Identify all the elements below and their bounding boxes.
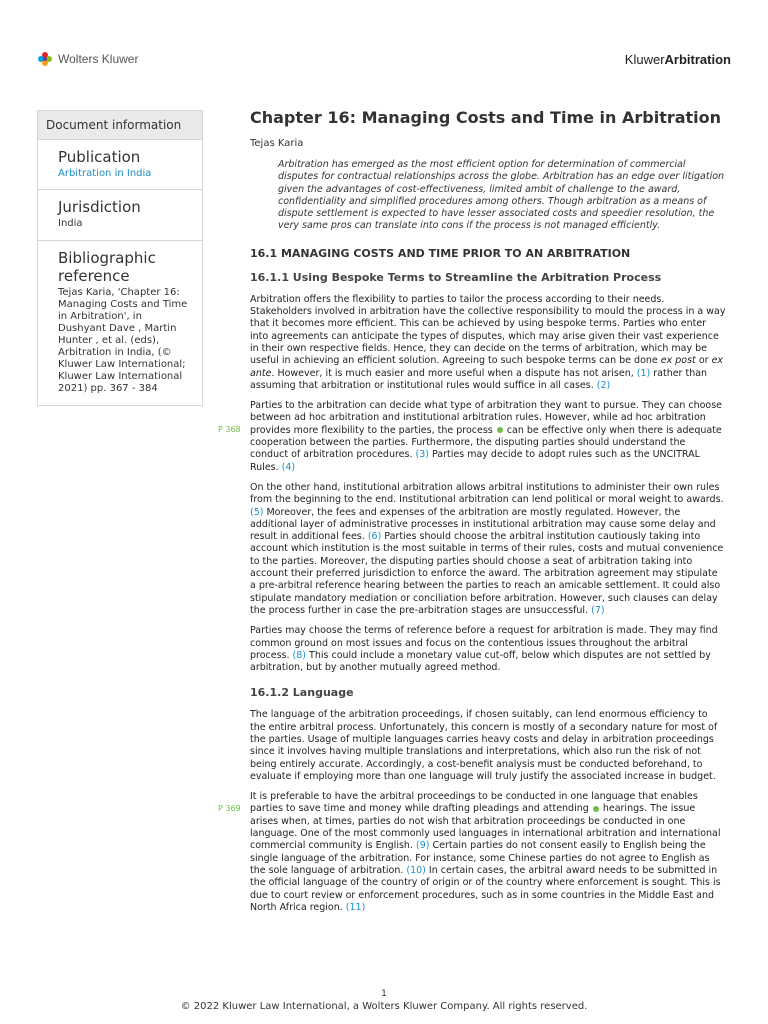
page-break-dot-icon <box>593 806 599 812</box>
italic-text: ex post <box>660 355 696 367</box>
chapter-content <box>218 108 726 922</box>
chapter-title: Chapter 16: Managing Costs and Time in Arbitration <box>250 108 722 127</box>
footnote-link[interactable]: (8) <box>292 649 307 661</box>
text-run: Certain parties do not consent easily to English being the single language of the arbitration. For instance, some Chinese parties do not agree to English as the sole language of arbitration. <box>250 840 710 876</box>
page-marker: P 369 <box>218 804 241 814</box>
text-run: In certain cases, the arbitral award needs to be submitted in the official language of the country of origin or of the country where enforcement is sought. This is due to court review or enforcement procedures, such as in some countries in the Middle East and North Africa region. <box>250 864 721 913</box>
text-run: or <box>695 355 712 367</box>
jurisdiction-section <box>38 190 202 241</box>
footnote-link[interactable]: (10) <box>406 864 426 876</box>
footnote-link[interactable]: (1) <box>636 367 651 379</box>
chapter-abstract: Arbitration has emerged as the most efficient option for determination of commercial disputes for contractual relationships across the globe. Arbitration has an edge over litigation given the advantages of cost-effectiveness, limited ambit of challenge to the award, confidentiality and simplified procedures among others. Though arbitration as a means of dispute settlement is expected to have lesser associated costs and speedier resolution, the very same pros can translate into cons if the process is not managed efficiently. <box>278 159 725 232</box>
footnote-link[interactable]: (5) <box>250 506 264 518</box>
footnote-link[interactable]: (2) <box>596 379 611 391</box>
subsection-heading-16-1-2: 16.1.2 Language <box>250 686 354 700</box>
footnote-link[interactable]: (9) <box>415 840 430 852</box>
text-run: Parties may decide to adopt rules such as the UNCITRAL Rules. <box>250 449 700 473</box>
footnote-link[interactable]: (6) <box>367 531 382 543</box>
publication-link[interactable]: Arbitration in India <box>58 168 152 179</box>
section-heading-16-1: 16.1 MANAGING COSTS AND TIME PRIOR TO AN ARBITRATION <box>250 246 631 260</box>
text-run: Parties may choose the terms of reference before a request for arbitration is made. They may find common ground on most issues and focus on the contentious issues throughout the arbitral process. <box>250 625 718 661</box>
text-run: Parties should choose the arbitral institution cautiously taking into account which institution is the most suitable in terms of their rules, costs and mutual convenience to the parties. Moreover, the disputing parties should choose a seat of arbitration taking into account their preferred jurisdiction to enforce the award. The arbitration agreement may stipulate a pre-arbitral reference hearing between the parties to reach an amicable settlement. It could also stipulate mandatory mediation or conciliation before arbitration. However, such clauses can delay the process further in case the pre-arbitration stages are unsuccessful. <box>250 531 724 616</box>
copyright-footer: © 2022 Kluwer Law International, a Wolters Kluwer Company. All rights reserved. <box>180 1001 588 1012</box>
kluwer-arbitration-brand[interactable] <box>625 52 731 67</box>
page-marker: P 368 <box>218 425 241 435</box>
bibliographic-section <box>38 241 202 405</box>
bibliographic-title: Bibliographic reference <box>58 249 156 285</box>
footnote-link[interactable]: (11) <box>345 901 366 913</box>
text-run: Arbitration offers the flexibility to parties to tailor the process according to their needs. Stakeholders involved in arbitration have the collective responsibility to mould the process in a way that it becomes more efficient. This can be achieved by using bespoke terms. Parties who enter into agreements can anticipate the types of disputes, which may arise given their vast experience in their own respective fields. Hence, they can decide on the terms of arbitration, which may be useful in achieving an efficient solution. Agreeing to such bespoke terms can be done <box>250 293 726 367</box>
chapter-author: Tejas Karia <box>250 138 304 149</box>
publication-title: Publication <box>58 148 141 166</box>
paragraph <box>250 294 726 392</box>
brand-prefix: Kluwer <box>624 52 665 67</box>
text-run: This could include a monetary value cut-off, below which disputes are not settled by arbitration, but by another mutually agreed method. <box>250 649 711 674</box>
footnote-link[interactable]: (3) <box>415 449 429 461</box>
text-run: It is preferable to have the arbitral proceedings to be conducted in one language that enables parties to save time and money while drafting pleadings and attending <box>250 791 698 815</box>
document-info-panel <box>37 110 203 406</box>
text-run: . However, it is much easier and more useful when a dispute has not arisen, <box>271 367 637 379</box>
wolters-kluwer-logo-icon <box>37 51 53 67</box>
bibliographic-value: Tejas Karia, 'Chapter 16: Managing Costs and Time in Arbitration', in Dushyant Dave , Martin Hunter , et al. (eds), Arbitration in India, (© Kluwer Law International; Kluwer Law International 2021) pp. 367 - 384 <box>58 287 188 394</box>
text-run: Moreover, the fees and expenses of the arbitration are mostly regulated. However, the additional layer of administrative processes in institutional arbitration may cause some delay and result in additional fees. <box>250 506 716 543</box>
paragraph <box>218 400 726 474</box>
subsection-heading-16-1-1: 16.1.1 Using Bespoke Terms to Streamline the Arbitration Process <box>250 270 662 284</box>
document-info-heading: Document information <box>38 111 202 140</box>
publication-section <box>38 140 202 190</box>
paragraph <box>250 625 726 674</box>
page-break-dot-icon <box>497 427 503 433</box>
jurisdiction-title: Jurisdiction <box>58 198 141 216</box>
text-run: Parties to the arbitration can decide what type of arbitration they want to pursue. They can choose between ad hoc arbitration and institutional arbitration rules. However, while ad hoc arbitration provides more flexibility to the parties, the process <box>250 400 723 436</box>
text-run: hearings. The issue arises when, at times, parties do not wish that arbitration proceedings be conducted in one language. One of the most commonly used languages in international arbitration and international commercial community is English. <box>250 803 721 852</box>
footnote-link[interactable]: (4) <box>281 461 296 473</box>
logo-text: Wolters Kluwer <box>58 52 139 66</box>
jurisdiction-value: India <box>58 218 83 229</box>
italic-text: ex ante <box>250 355 724 379</box>
text-run: On the other hand, institutional arbitration allows arbitral institutions to administer their own rules from the beginning to the end. Institutional arbitration can lend political or moral weight to awards. <box>250 481 724 506</box>
footnote-link[interactable]: (7) <box>591 604 605 616</box>
page-number: 1 <box>381 989 387 999</box>
text-run: can be effective only when there is adequate cooperation between the parties. Furthermore, the disputing parties should understand the conduct of arbitration procedures. <box>250 424 722 461</box>
wolters-kluwer-logo[interactable] <box>37 51 138 67</box>
brand-bold: Arbitration <box>664 52 731 67</box>
paragraph <box>218 791 726 914</box>
paragraph: The language of the arbitration proceedings, if chosen suitably, can lend enormous efficiency to the entire arbitral process. Unfortunately, this concern is mostly of a secondary nature for most of the parties. Usage of multiple languages carries heavy costs and delay in arbitration proceedings since it involves having multiple translations and interpretations, which also run the risk of not being entirely accurate. Accordingly, a cost-benefit analysis must be conducted beforehand, to evaluate if employing more than one language will truly justify the associated increase in budget. <box>250 709 718 782</box>
text-run: rather than assuming that arbitration or institutional rules would suffice in all cases. <box>250 367 708 391</box>
paragraph <box>250 482 726 617</box>
